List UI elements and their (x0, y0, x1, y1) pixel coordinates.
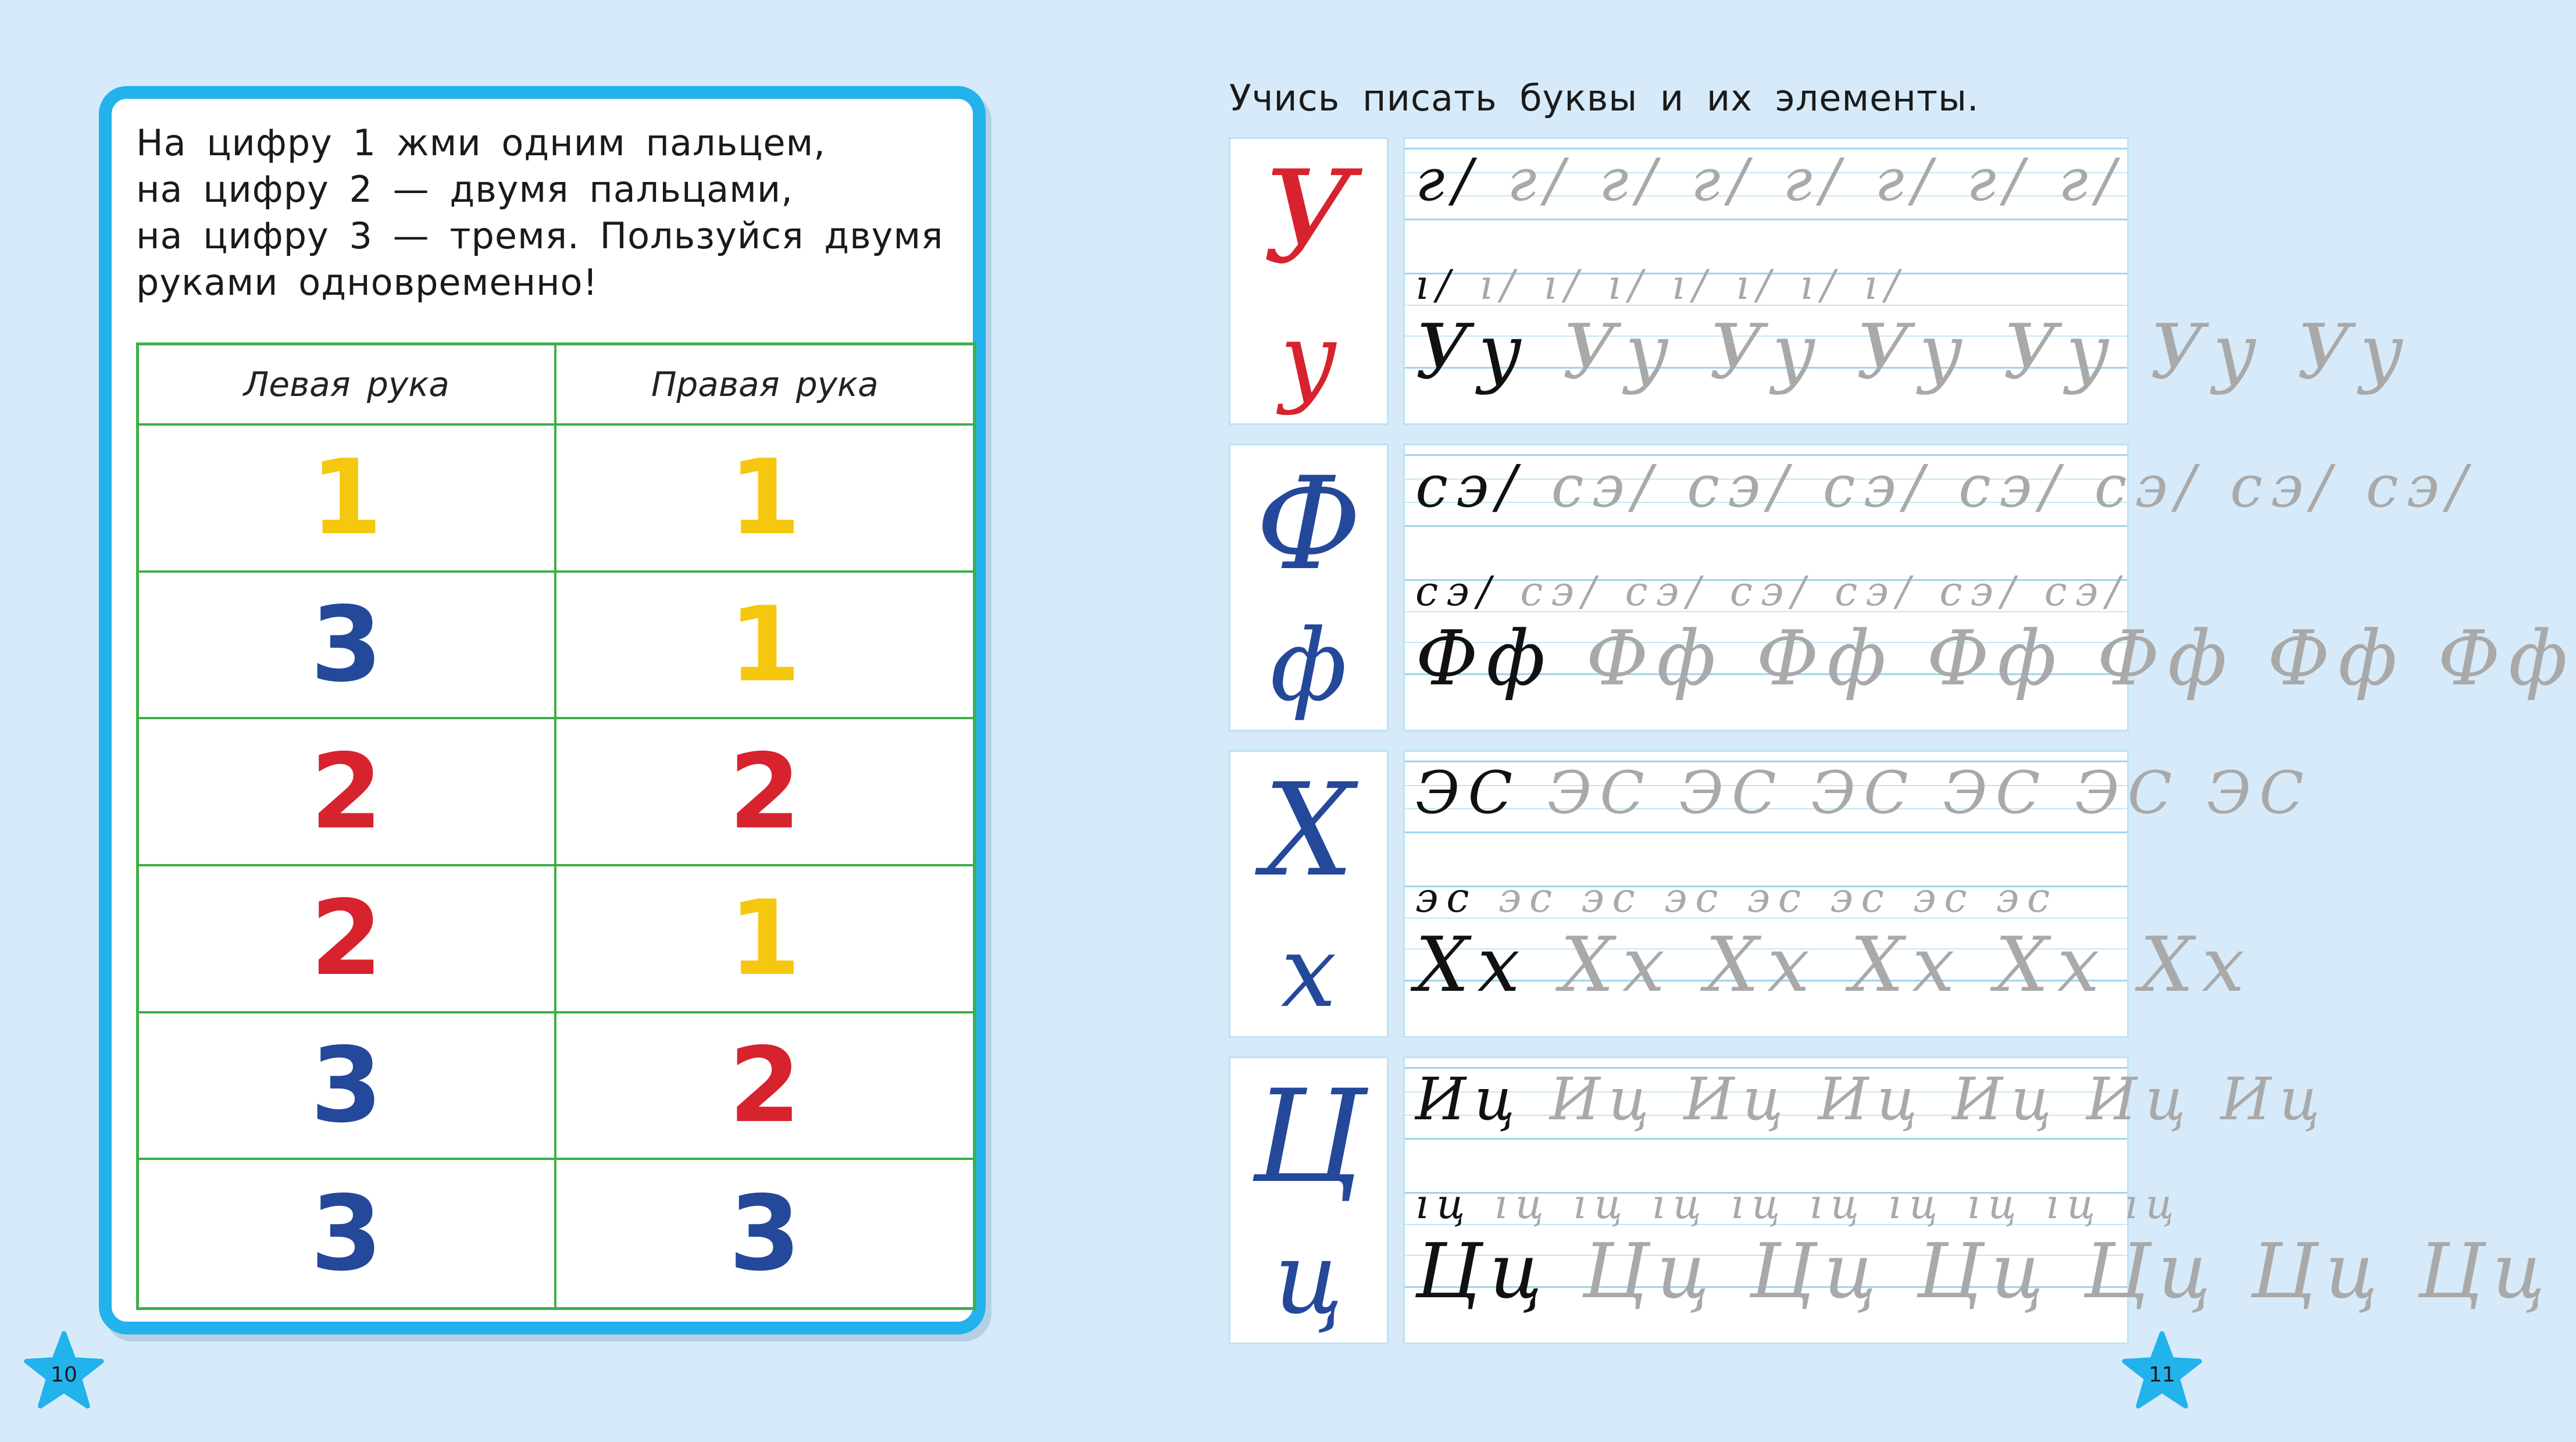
digit: 3 (310, 1173, 383, 1294)
lowercase-letter: ц (1274, 1221, 1343, 1337)
writing-lines-u (1403, 137, 2412, 425)
page-number-star-left (23, 1330, 105, 1412)
left-hand-cell (139, 573, 556, 720)
sample-ink: г/ (1415, 146, 1481, 214)
right-hand-cell (556, 573, 974, 720)
sample-ink: эс (1415, 874, 1478, 922)
practice-line (1415, 1180, 2182, 1228)
sample-ink: ЭС (1415, 759, 1521, 827)
sample-ink: сэ/ (1415, 452, 1525, 520)
writing-lines-ts (1403, 1056, 2553, 1344)
instructions-line: на цифру 3 — тремя. Пользуйся двумя (136, 215, 944, 257)
letter-sample-ts (1229, 1056, 1389, 1344)
right-hand-cell (556, 426, 974, 573)
uppercase-letter: Х (1263, 755, 1354, 905)
right-page-title: Учись писать буквы и их элементы. (1229, 77, 1979, 119)
practice-line (1415, 146, 2124, 214)
instructions-text (136, 120, 973, 306)
digit: 2 (729, 731, 801, 852)
trace-text: сэ/ сэ/ сэ/ сэ/ сэ/ сэ/ (1520, 567, 2128, 615)
letter-sample-h (1229, 750, 1389, 1038)
trace-text: сэ/ сэ/ сэ/ сэ/ сэ/ сэ/ сэ/ (1551, 452, 2475, 520)
page-number-star-right (2121, 1330, 2203, 1412)
digit: 1 (729, 878, 801, 999)
practice-line (1415, 874, 2058, 922)
digit: 2 (310, 731, 383, 852)
digit: 1 (729, 437, 801, 558)
practice-line (1415, 567, 2128, 615)
writing-lines-h (1403, 750, 2312, 1038)
left-hand-cell (139, 719, 556, 866)
sample-ink: Фф (1415, 614, 1554, 702)
trace-text: Иц Иц Иц Иц Иц Иц (1549, 1065, 2328, 1133)
uppercase-letter: Ф (1255, 449, 1362, 598)
page-number: 10 (51, 1362, 77, 1387)
practice-line (1415, 1065, 2328, 1133)
header-left-hand: Левая рука (139, 345, 556, 426)
digit: 3 (310, 584, 383, 705)
letter-sample-f (1229, 444, 1389, 731)
sample-ink: ı/ (1415, 261, 1458, 309)
uppercase-letter: У (1262, 142, 1355, 292)
sample-ink: Цц (1415, 1227, 1551, 1315)
writing-lines-f (1403, 444, 2576, 731)
left-hand-cell (139, 1160, 556, 1307)
digit: 3 (729, 1173, 801, 1294)
practice-line (1415, 1227, 2553, 1315)
left-hand-cell (139, 1013, 556, 1161)
trace-text: ЭС ЭС ЭС ЭС ЭС ЭС (1547, 759, 2312, 827)
letter-sample-u (1229, 137, 1389, 425)
finger-table (136, 342, 976, 1310)
right-hand-cell (556, 1013, 974, 1161)
digit: 3 (310, 1025, 383, 1145)
trace-text: Фф Фф Фф Фф Фф Фф (1586, 614, 2576, 702)
left-hand-cell (139, 426, 556, 573)
exercise-card (99, 86, 986, 1334)
sample-ink: сэ/ (1415, 567, 1499, 615)
practice-line (1415, 308, 2411, 396)
trace-text: Уу Уу Уу Уу Уу Уу (1562, 308, 2412, 396)
digit: 1 (310, 437, 383, 558)
left-hand-cell (139, 866, 556, 1013)
sample-ink: ıц (1415, 1180, 1473, 1228)
digit: 2 (310, 878, 383, 999)
uppercase-letter: Ц (1253, 1062, 1365, 1211)
trace-text: эс эс эс эс эс эс эс (1498, 874, 2058, 922)
instructions-line: на цифру 2 — двумя пальцами, (136, 168, 793, 210)
lowercase-letter: у (1280, 302, 1337, 417)
practice-line (1415, 759, 2312, 827)
right-hand-cell (556, 866, 974, 1013)
header-right-hand: Правая рука (556, 345, 974, 426)
trace-text: г/ г/ г/ г/ г/ г/ г/ (1507, 146, 2124, 214)
trace-text: ı/ ı/ ı/ ı/ ı/ ı/ ı/ (1479, 261, 1907, 309)
right-hand-cell (556, 719, 974, 866)
lowercase-letter: ф (1269, 608, 1348, 724)
trace-text: Цц Цц Цц Цц Цц Цц (1582, 1227, 2553, 1315)
trace-text: Хх Хх Хх Хх Хх (1560, 920, 2253, 1009)
page-number: 11 (2149, 1362, 2175, 1387)
practice-line (1415, 452, 2475, 520)
sample-ink: Хх (1415, 920, 1528, 1009)
lowercase-letter: х (1280, 915, 1337, 1030)
practice-line (1415, 920, 2253, 1009)
instructions-line: На цифру 1 жми одним пальцем, (136, 122, 826, 164)
sample-ink: Уу (1415, 308, 1530, 396)
right-hand-cell (556, 1160, 974, 1307)
digit: 1 (729, 584, 801, 705)
digit: 2 (729, 1025, 801, 1145)
practice-line (1415, 614, 2576, 702)
practice-line (1415, 261, 1907, 309)
sample-ink: Иц (1415, 1065, 1523, 1133)
instructions-line: руками одновременно! (136, 261, 598, 304)
trace-text: ıц ıц ıц ıц ıц ıц ıц ıц ıц (1494, 1180, 2182, 1228)
